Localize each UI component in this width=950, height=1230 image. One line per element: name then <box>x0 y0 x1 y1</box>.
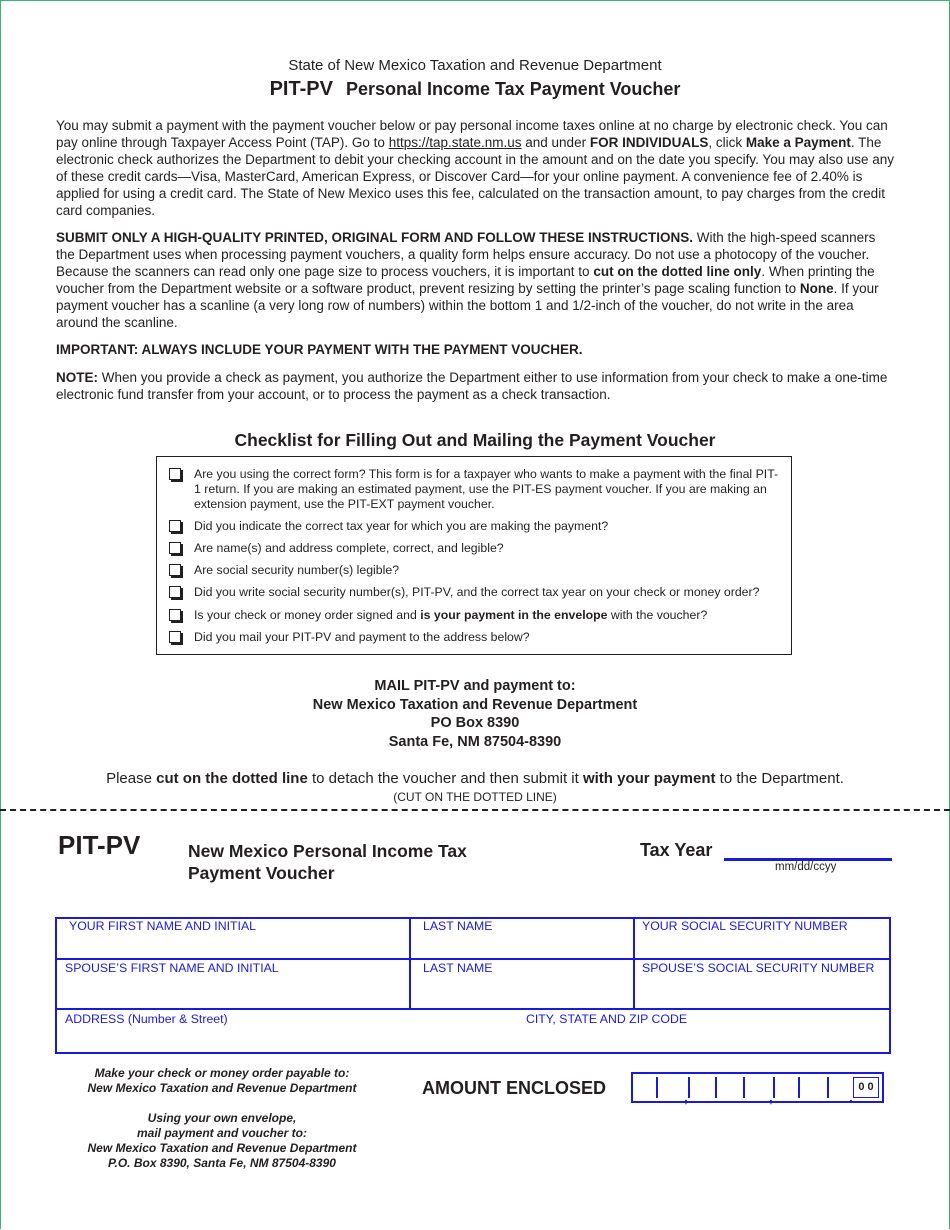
p1-text-c: , click <box>708 135 746 150</box>
agency-name: State of New Mexico Taxation and Revenue Department <box>288 57 662 74</box>
p2-bold-submit: SUBMIT ONLY A HIGH-QUALITY PRINTED, ORIGINAL FORM AND FOLLOW THESE INSTRUCTIONS. <box>56 230 694 245</box>
checklist-title: Checklist for Filling Out and Mailing the Payment Voucher <box>234 430 716 450</box>
spouse-ssn-field[interactable]: SPOUSE’S SOCIAL SECURITY NUMBER <box>642 961 875 975</box>
instructions-paragraph-2 <box>56 229 894 331</box>
note-paragraph <box>56 369 894 403</box>
decimal-separator: . <box>849 1089 853 1105</box>
grid-divider <box>633 919 635 1010</box>
checkbox-icon[interactable] <box>169 586 181 598</box>
amount-digit-divider <box>798 1077 800 1098</box>
signed-text-b: with the voucher? <box>607 608 708 622</box>
p1-bold-individuals: FOR INDIVIDUALS <box>589 135 709 150</box>
thousands-separator: , <box>684 1089 688 1105</box>
last-name-field[interactable]: LAST NAME <box>423 919 493 933</box>
mail-line-4: Santa Fe, NM 87504-8390 <box>388 733 562 750</box>
checklist-item-text <box>194 608 784 623</box>
mail-line-1: MAIL PIT-PV and payment to: <box>374 678 576 694</box>
voucher-form-code: PIT-PV <box>58 830 141 860</box>
p2-bold-none: None <box>799 281 834 296</box>
amount-digit-divider <box>656 1077 658 1098</box>
checkbox-icon[interactable] <box>169 542 181 554</box>
p1-text-a: You may submit a payment with the payment voucher below or pay personal income taxes online at no charge by electronic check. You can pay online through Taxpayer Access Point (TAP). Go to <box>56 118 888 150</box>
grid-divider <box>57 1008 889 1010</box>
form-title: Personal Income Tax Payment Voucher <box>345 79 681 99</box>
address-field[interactable]: ADDRESS (Number & Street) <box>65 1012 228 1026</box>
voucher-title <box>188 840 467 884</box>
checklist-item-text: Are name(s) and address complete, correct, and legible? <box>194 541 504 555</box>
cut-text-a: Please <box>106 770 157 787</box>
note-label: NOTE: <box>56 370 98 385</box>
checklist-item-text: Are you using the correct form? This form is for a taxpayer who wants to make a payment with the final PIT-1 return. If you are making an estimated payment, use the PIT-ES payment voucher. If you are making an extension payment, use the PIT-EXT payment voucher. <box>194 467 779 511</box>
envelope-line-4: P.O. Box 8390, Santa Fe, NM 87504-8390 <box>108 1156 336 1170</box>
p2-text-a: With the high-speed scanners the Department uses when processing payment vouchers, a quality form helps ensure accuracy. Do not use a photocopy of the voucher. Because the scanners can read only one page size to process vouchers, it is important to <box>56 230 876 279</box>
amount-digit-divider <box>688 1077 690 1098</box>
checkbox-icon[interactable] <box>169 520 181 532</box>
checklist-item-text: Are social security number(s) legible? <box>194 563 400 577</box>
tax-year-label: Tax Year <box>640 840 713 860</box>
checkbox-icon[interactable] <box>169 609 181 621</box>
signed-text-a: Is your check or money order signed and <box>194 608 421 622</box>
signed-text-bold: is your payment in the envelope <box>420 608 608 622</box>
p1-text-b: and under <box>521 135 590 150</box>
instructions-paragraph-1 <box>56 117 894 219</box>
amount-digit-divider <box>827 1077 829 1098</box>
spouse-first-name-field[interactable]: SPOUSE’S FIRST NAME AND INITIAL <box>65 961 279 975</box>
amount-digit-divider <box>743 1077 745 1098</box>
envelope-line-2: mail payment and voucher to: <box>136 1126 308 1140</box>
checklist <box>156 456 792 655</box>
tap-link[interactable]: https://tap.state.nm.us <box>388 135 522 150</box>
checkbox-icon[interactable] <box>169 468 181 480</box>
mail-line-2: New Mexico Taxation and Revenue Department <box>312 696 638 713</box>
payable-line-1: Make your check or money order payable to: <box>94 1066 350 1080</box>
dotted-cut-line <box>0 809 950 811</box>
cut-line-label: (CUT ON THE DOTTED LINE) <box>393 790 557 804</box>
mail-line-3: PO Box 8390 <box>430 715 520 731</box>
payable-line-2: New Mexico Taxation and Revenue Department <box>87 1081 357 1095</box>
p1-bold-make-payment: Make a Payment <box>745 135 851 150</box>
checklist-item-text: Did you write social security number(s), PIT-PV, and the correct tax year on your check or money order? <box>194 585 760 599</box>
grid-divider <box>57 958 889 960</box>
amount-digit-divider <box>773 1077 775 1098</box>
tax-year-format-hint: mm/dd/ccyy <box>775 861 837 873</box>
cut-instructions <box>0 770 950 787</box>
cut-bold-2: with your payment <box>582 770 716 787</box>
form-code: PIT-PV <box>269 78 333 100</box>
p2-bold-cut: cut on the dotted line only <box>593 264 762 279</box>
thousands-separator: , <box>769 1089 773 1105</box>
p2-text-c: . If your payment voucher has a scanline (a very long row of numbers) within the bottom 1 and 1/2-inch of the voucher, do not write in the area around the scanline. <box>56 281 879 330</box>
payable-to-block <box>60 1066 384 1096</box>
taxpayer-info-grid <box>55 917 891 1054</box>
voucher-title-line-1: New Mexico Personal Income Tax <box>188 841 467 861</box>
grid-divider <box>409 919 411 1010</box>
checkbox-icon[interactable] <box>169 631 181 643</box>
first-name-field[interactable]: YOUR FIRST NAME AND INITIAL <box>69 919 256 933</box>
checklist-item-text: Did you mail your PIT-PV and payment to the address below? <box>194 630 530 644</box>
cut-text-b: to detach the voucher and then submit it <box>307 770 583 787</box>
checklist-item-text: Did you indicate the correct tax year for which you are making the payment? <box>194 519 609 533</box>
amount-enclosed-label: AMOUNT ENCLOSED <box>422 1078 606 1098</box>
checkbox-icon[interactable] <box>169 564 181 576</box>
amount-enclosed-input[interactable] <box>631 1072 884 1103</box>
p1-text-d: . The electronic check authorizes the Department to debit your checking account in the amount and on the date you specify. You may also use any of these credit cards—Visa, MasterCard, American Express, or Discover Card—for your online payment. A convenience fee of 2.40% is applied for using a credit card. The State of New Mexico uses this fee, calculated on the transaction amount, to pay charges from the credit card companies. <box>56 135 895 218</box>
envelope-line-3: New Mexico Taxation and Revenue Department <box>87 1141 357 1155</box>
envelope-address-block <box>60 1111 384 1171</box>
cut-text-c: to the Department. <box>715 770 844 787</box>
cut-bold-1: cut on the dotted line <box>156 770 308 787</box>
amount-digit-divider <box>715 1077 717 1098</box>
note-text: When you provide a check as payment, you authorize the Department either to use information from your check to make a one-time electronic fund transfer from your account, or to process the payment as a check transaction. <box>56 370 888 402</box>
important-notice: IMPORTANT: ALWAYS INCLUDE YOUR PAYMENT WITH THE PAYMENT VOUCHER. <box>56 342 583 357</box>
p2-text-b: . When printing the voucher from the Department website or a software product, prevent resizing by setting the printer’s page scaling function to <box>56 264 875 296</box>
mailing-address <box>0 677 950 751</box>
city-state-zip-field[interactable]: CITY, STATE AND ZIP CODE <box>526 1012 688 1026</box>
spouse-last-name-field[interactable]: LAST NAME <box>423 961 493 975</box>
page-title <box>0 78 950 101</box>
envelope-line-1: Using your own envelope, <box>147 1111 297 1125</box>
cents-value: 0 0 <box>853 1077 879 1098</box>
ssn-field[interactable]: YOUR SOCIAL SECURITY NUMBER <box>642 919 848 933</box>
voucher-title-line-2: Payment Voucher <box>188 863 335 883</box>
